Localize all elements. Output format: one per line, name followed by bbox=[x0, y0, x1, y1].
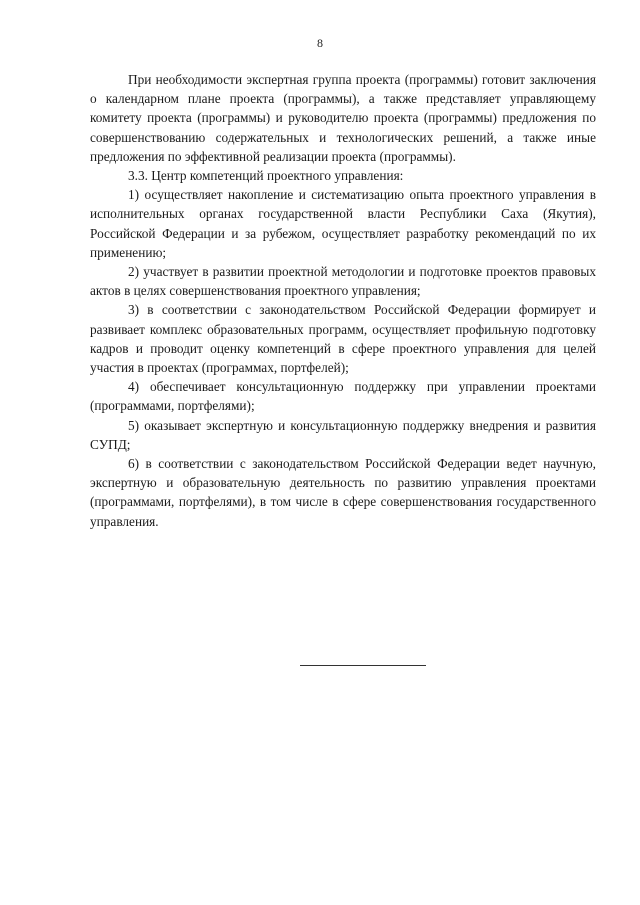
paragraph-section-3-3-heading: 3.3. Центр компетенций проектного управления: bbox=[128, 168, 404, 184]
page-number: 8 bbox=[317, 36, 323, 50]
paragraph-expert-group: При необходимости экспертная группа проекта (программы) готовит заключения о календарном плане проекта (программы), а также представляет управляющему комитету проекта (программы) и руководителю проекта (программы) предложения по совершенствованию содержательных и технологических решений, а также иные предложения по эффективной реализации проекта (программы). bbox=[90, 72, 596, 164]
paragraph-item-2: 2) участвует в развитии проектной методологии и подготовке проектов правовых актов в целях совершенствования проектного управления; bbox=[90, 264, 596, 299]
paragraph-item-3: 3) в соответствии с законодательством Российской Федерации формирует и развивает комплекс образовательных программ, осуществляет профильную подготовку кадров и проводит оценку компетенций в сфере проектного управления для целей участия в проектах (программах, портфелей); bbox=[90, 302, 596, 376]
paragraph-item-1: 1) осуществляет накопление и систематизацию опыта проектного управления в исполнительных органах государственной власти Республики Саха (Якутия), Российской Федерации и за рубежом, осуществляет разработку рекомендаций по их применению; bbox=[90, 187, 596, 260]
paragraph-item-5: 5) оказывает экспертную и консультационную поддержку внедрения и развития СУПД; bbox=[90, 417, 596, 452]
document-body bbox=[90, 70, 596, 531]
paragraph-item-6: 6) в соответствии с законодательством Российской Федерации ведет научную, экспертную и образовательную деятельность по развитию управления проектами (программами, портфелями), в том числе в сфере совершенствования государственного управления. bbox=[90, 456, 596, 529]
end-separator-line bbox=[300, 665, 426, 666]
paragraph-item-4: 4) обеспечивает консультационную поддержку при управлении проектами (программами, портфелями); bbox=[90, 379, 596, 414]
